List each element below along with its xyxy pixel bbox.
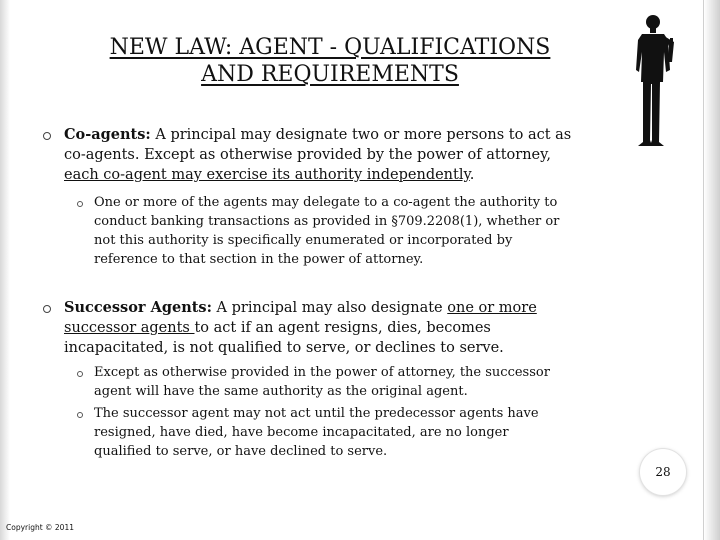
bullet-2-line-1: A principal may also designate: [211, 300, 448, 316]
bullet-successor-agents: [64, 298, 624, 358]
copyright-notice: Copyright © 2011: [6, 523, 75, 532]
sub-bullet-marker-1: [77, 201, 83, 207]
bullet-co-agents: [64, 125, 624, 185]
term-co-agents: Co-agents:: [64, 126, 151, 143]
title-line-1: NEW LAW: AGENT - QUALIFICATIONS: [109, 35, 551, 60]
bullet-1-line-2: co-agents. Except as otherwise provided by the power of attorney,: [64, 147, 552, 163]
bullet-1-line-1: A principal may designate two or more persons to act as: [150, 127, 572, 143]
sub-1-line-4: reference to that section in the power of attorney.: [94, 252, 424, 267]
bullet-2-line-3: incapacitated, is not qualified to serve, or declines to serve.: [64, 340, 504, 356]
sub-3-line-3: qualified to serve, or have declined to serve.: [94, 444, 388, 459]
sub-1-line-3: not this authority is specifically enumerated or incorporated by: [94, 233, 513, 248]
bullet-1-line-3-end: .: [469, 167, 475, 183]
sub-item-may-not-act: [94, 404, 644, 461]
term-successor-agents: Successor Agents:: [64, 299, 212, 316]
slide-frame-right: [704, 0, 720, 540]
sub-3-line-1: The successor agent may not act until the predecessor agents have: [94, 406, 539, 421]
bullet-2-line-2: to act if an agent resigns, dies, becomes: [194, 320, 491, 336]
sub-3-line-2: resigned, have died, have become incapacitated, are no longer: [94, 425, 509, 440]
sub-1-line-1: One or more of the agents may delegate to a co-agent the authority to: [94, 195, 558, 210]
silhouette-businessman-icon: [630, 12, 678, 148]
bullet-2-line-2-underlined: successor agents: [64, 320, 195, 336]
sub-item-same-authority: [94, 363, 644, 401]
sub-item-delegate: [94, 193, 644, 269]
sub-bullet-marker-2: [77, 371, 83, 377]
sub-1-line-2: conduct banking transactions as provided in §709.2208(1), whether or: [94, 214, 560, 229]
sub-bullet-marker-3: [77, 412, 83, 418]
sub-2-line-2: agent will have the same authority as the original agent.: [94, 384, 468, 399]
bullet-marker-1: [43, 132, 51, 140]
sub-2-line-1: Except as otherwise provided in the power of attorney, the successor: [94, 365, 550, 380]
title-line-2: AND REQUIREMENTS: [201, 62, 459, 87]
bullet-2-line-1-underlined: one or more: [447, 300, 537, 316]
bullet-1-line-3-underlined: each co-agent may exercise its authority independently: [64, 167, 470, 183]
bullet-marker-2: [43, 305, 51, 313]
page-title: [0, 34, 660, 88]
page-number-badge: 28: [640, 449, 686, 495]
